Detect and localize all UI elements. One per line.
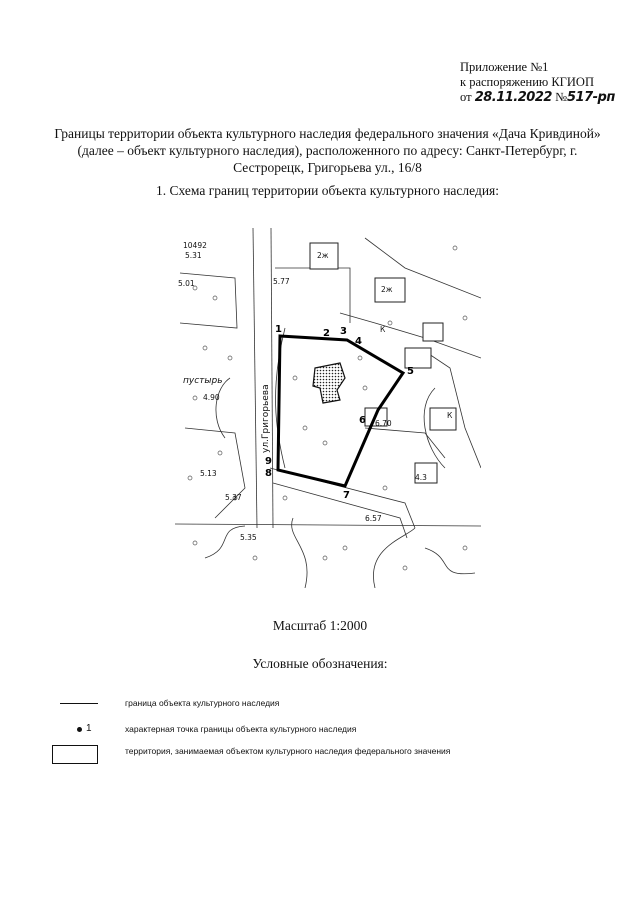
legend-point-marker: 1 xyxy=(86,723,92,734)
map-label-height-3: 5.77 xyxy=(273,277,290,286)
legend-title: Условные обозначения: xyxy=(252,656,388,671)
map-label-height-5: 5.13 xyxy=(200,469,217,478)
appendix-line-1: Приложение №1 xyxy=(460,60,549,74)
point-label-9: 9 xyxy=(265,456,272,467)
map-label-height-2: 5.01 xyxy=(178,279,195,288)
legend-text-territory: территория, занимаемая объектом культурного наследия федерального значения xyxy=(125,746,451,756)
map-label-height-6: 5.37 xyxy=(225,493,242,502)
map-scale: Масштаб 1:2000 xyxy=(272,618,368,633)
appendix-number-label: № xyxy=(555,90,567,104)
map-label-height-9: 6.70 xyxy=(375,419,392,428)
legend-point-symbol xyxy=(77,727,82,732)
section-heading: 1. Схема границ территории объекта культурного наследия: xyxy=(155,183,500,198)
point-label-2: 2 xyxy=(323,328,330,339)
appendix-line-2: к распоряжению КГИОП xyxy=(460,75,594,89)
map-label-wasteland: пустырь xyxy=(183,376,223,386)
point-label-3: 3 xyxy=(340,326,347,337)
map-label-height-7: 5.35 xyxy=(240,533,257,542)
appendix-header xyxy=(460,60,635,105)
map-label-height-4: 4.90 xyxy=(203,393,220,402)
legend-line-symbol xyxy=(60,703,98,704)
title-line-1: Границы территории объекта культурного наследия федерального значения «Дача Кривдиной» xyxy=(54,126,601,141)
map-label-height-10: 4.3 xyxy=(415,473,427,482)
map-label-height-8: 6.57 xyxy=(365,514,382,523)
map-label-building-2: 2ж xyxy=(381,285,393,294)
map-label-building-4: К xyxy=(447,411,453,420)
appendix-line-3 xyxy=(460,90,635,105)
point-label-1: 1 xyxy=(275,324,282,335)
appendix-from-label: от xyxy=(460,90,472,104)
map-label-building-1: 2ж xyxy=(317,251,329,260)
point-label-8: 8 xyxy=(265,468,272,479)
point-label-4: 4 xyxy=(355,336,362,347)
legend-item-point xyxy=(0,722,640,742)
legend-item-territory xyxy=(0,744,640,764)
point-label-6: 6 xyxy=(359,415,366,426)
document-title xyxy=(40,125,615,176)
legend-text-point: характерная точка границы объекта культурного наследия xyxy=(125,724,357,734)
map-label-height-1: 5.31 xyxy=(185,251,202,260)
map-label-house-number: 10492 xyxy=(183,241,207,250)
map-label-building-3: К xyxy=(380,325,386,334)
point-label-7: 7 xyxy=(343,490,350,501)
legend-item-boundary xyxy=(0,696,640,716)
title-line-3: Сестрорецк, Григорьева ул., 16/8 xyxy=(233,160,422,175)
point-label-5: 5 xyxy=(407,366,414,377)
boundary-map xyxy=(175,228,481,588)
legend-box-symbol xyxy=(52,745,98,764)
legend-text-boundary: граница объекта культурного наследия xyxy=(125,698,280,708)
appendix-date: 28.11.2022 xyxy=(474,90,552,105)
map-label-street: ул.Григорьева xyxy=(261,384,271,453)
title-line-2: (далее – объект культурного наследия), расположенного по адресу: Санкт-Петербург, г. xyxy=(77,143,578,158)
appendix-number: 517-рп xyxy=(567,90,615,105)
